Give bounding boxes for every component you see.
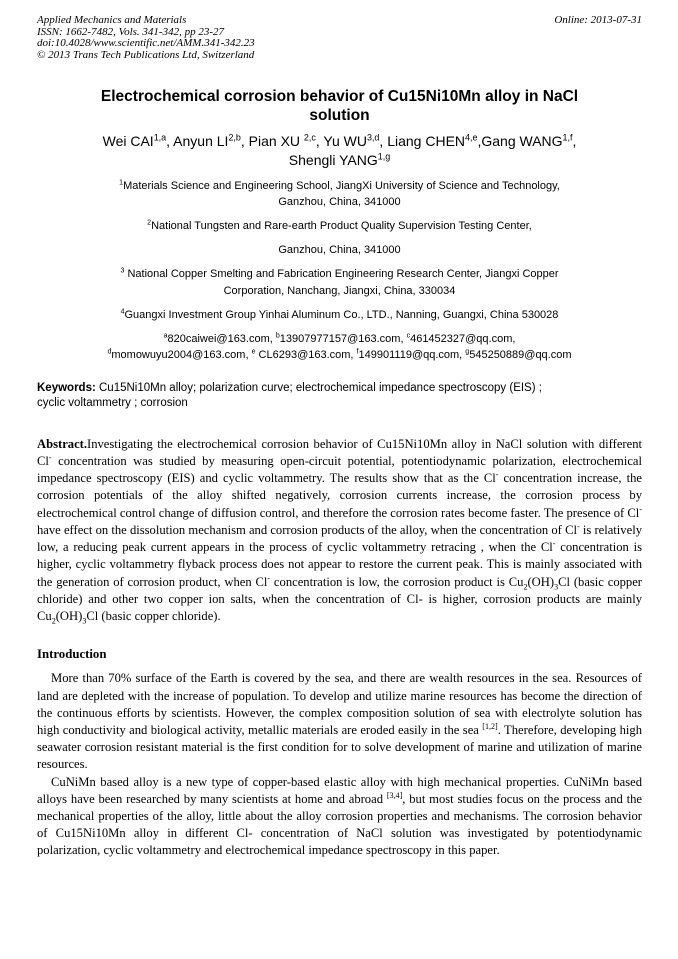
journal-header: [37, 15, 642, 61]
introduction-paragraph-2: CuNiMn based alloy is a new type of copper-based elastic alloy with high mechanical properties. CuNiMn based alloys have been researched by many scientists at home and abroad [3,4], but most studies focus on the process and the mechanical properties of the alloy, little about the alloy corrosion properties and mechanisms. The corrosion behavior of Cu15Ni10Mn alloy in different Cl- concentration of NaCl solution was investigated by potentiodynamic polarization, cyclic voltammetry and electrochemical impedance spectroscopy in this paper.: [37, 774, 643, 858]
introduction-paragraph-1: More than 70% surface of the Earth is covered by the sea, and there are wealth resources in the sea. Resources of land are depleted with the increase of population. To develop and utilize marine resources has become the direction of the continuous efforts by scientists. However, the complex composition solution of sea with electrolyte solution has high conductivity and biological activity, metallic materials are eroded easily in the sea [1,2]. Therefore, developing high seawater corrosion resistant material is the first condition for to solve development of marine and utilization of marine resources.: [37, 671, 642, 772]
affiliation-1: $^1$Materials Science and Engineering School, JiangXi University of Science and Technology, Ganzhou, China, 341000: [119, 179, 560, 209]
journal-name: Applied Mechanics and Materials: [37, 14, 187, 26]
keywords-line: Keywords: Cu15Ni10Mn alloy; polarization curve; electrochemical impedance spectroscopy (EIS) ; cyclic voltammetry ; corrosion: [37, 381, 542, 409]
online-date: Online: 2013-07-31: [554, 14, 642, 26]
journal-copyright-line: © 2013 Trans Tech Publications Ltd, Switzerland: [37, 48, 255, 61]
journal-issn-line: ISSN: 1662-7482, Vols. 341-342, pp 23-27: [37, 25, 224, 38]
affiliation-4: $^4$Guangxi Investment Group Yinhai Aluminum Co., LTD., Nanning, Guangxi, China 530028: [120, 308, 559, 321]
journal-doi-line: doi:10.4028/www.scientific.net/AMM.341-342.23: [37, 37, 255, 50]
affiliations-block: [37, 178, 642, 364]
abstract-paragraph: Abstract.Investigating the electrochemical corrosion behavior of Cu15Ni10Mn alloy in NaCl solution with different Cl- concentration was studied by measuring open-circuit potential, potentiodynamic polarization, electrochemical impedance spectroscopy (EIS) and cyclic voltammetry. The results show that as the Cl- concentration increase, the corrosion potentials of the alloy shifted negatively, corrosion currents increase, the corrosion process by electrochemical control change of diffusion control, and therefore the corrosion rates become faster. The presence of Cl- have effect on the dissolution mechanism and corrosion products of the alloy, when the concentration of Cl- is relatively low, a reducing peak current appears in the process of cyclic voltammetry retracing , when the Cl- concentration is higher, cyclic voltammetry flyback process does not appear to restore the current peak. This is mainly associated with the generation of corrosion product, when Cl- concentration is low, the corrosion product is $Cu_2(OH)_3Cl$ (basic copper chloride) and other two copper ion salts, when the concentration of Cl- is higher, corrosion products are mainly $Cu_2(OH)_3Cl$ (basic copper chloride).: [37, 436, 643, 626]
introduction-heading: Introduction: [37, 647, 107, 662]
author-emails: $^a$820caiwei@163.com, $^b$13907977157@163.com, $^c$461452327@qq.com, $^d$momowuyu2004@163.com, $^e$ CL6293@163.com, $^f$149901119@qq.com, $^g$545250889@qq.com: [107, 332, 572, 362]
paper-title: Electrochemical corrosion behavior of Cu15Ni10Mn alloy in NaCl solution: [100, 88, 579, 125]
affiliation-3: $^3$ National Copper Smelting and Fabrication Engineering Research Center, Jiangxi Copper Corporation, Nanchang, Jiangxi, China, 330034: [120, 267, 559, 297]
affiliation-2: $^2$National Tungsten and Rare-earth Product Quality Supervision Testing Center,: [147, 219, 532, 233]
author-line: Wei CAI$^{1,a}$, Anyun LI$^{2,b}$, Pian XU $^{2,c}$, Yu WU$^{3,d}$, Liang CHEN$^{4,e}$,Gang WANG$^{1,f}$, Shengli YANG$^{1,g}$: [102, 132, 577, 169]
affiliation-2-location: Ganzhou, China, 341000: [278, 244, 401, 257]
